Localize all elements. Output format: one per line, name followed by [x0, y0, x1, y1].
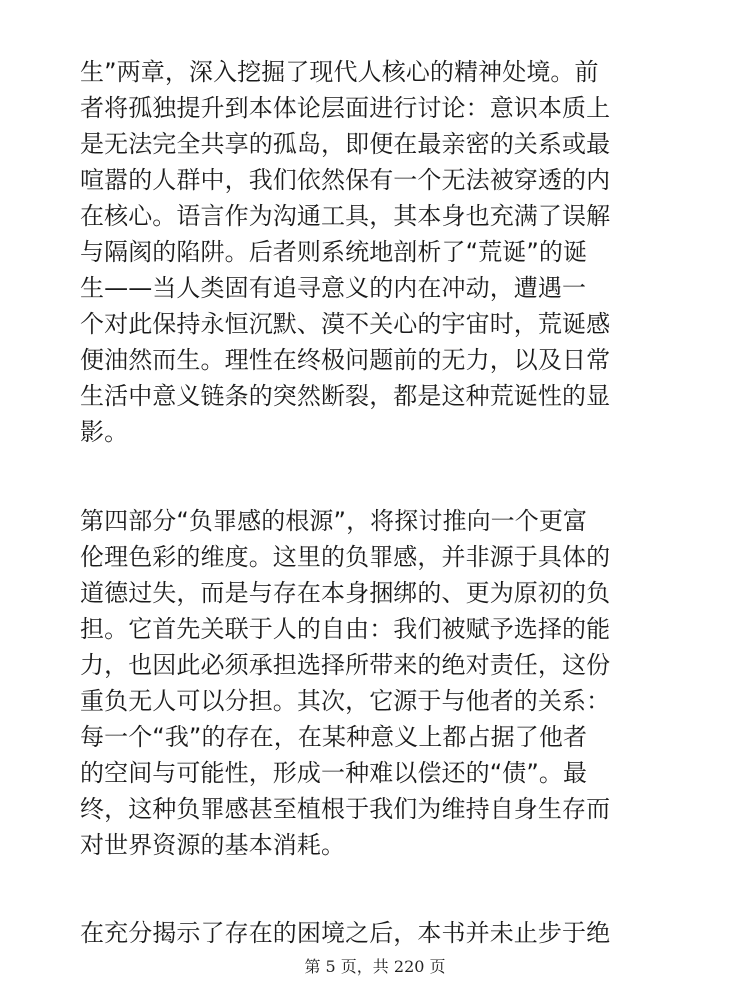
- text-line: 喧嚣的人群中，我们依然保有一个无法被穿透的内: [80, 166, 611, 194]
- text-line: 伦理色彩的维度。这里的负罪感，并非源于具体的: [80, 543, 611, 571]
- text-line: 的空间与可能性，形成一种难以偿还的“债”。最: [80, 759, 588, 787]
- text-line: 便油然而生。理性在终极问题前的无力，以及日常: [80, 346, 611, 374]
- text-line: 影。: [80, 418, 129, 446]
- text-line: 第四部分“负罪感的根源”，将探讨推向一个更富: [80, 507, 588, 535]
- text-line: 每一个“我”的存在，在某种意义上都占据了他者: [80, 723, 588, 751]
- text-line: 个对此保持永恒沉默、漠不关心的宇宙时，荒诞感: [80, 310, 611, 338]
- text-line: 力，也因此必须承担选择所带来的绝对责任，这份: [80, 651, 611, 679]
- paragraph-3: [80, 915, 680, 951]
- paragraph-2: [80, 503, 680, 863]
- text-line: 生活中意义链条的突然断裂，都是这种荒诞性的显: [80, 382, 611, 410]
- text-line: 在核心。语言作为沟通工具，其本身也充满了误解: [80, 202, 611, 230]
- text-line: 者将孤独提升到本体论层面进行讨论：意识本质上: [80, 94, 611, 122]
- text-line: 道德过失，而是与存在本身捆绑的、更为原初的负: [80, 579, 611, 607]
- text-line: 担。它首先关联于人的自由：我们被赋予选择的能: [80, 615, 611, 643]
- paragraph-1: [80, 54, 680, 450]
- text-line: 在充分揭示了存在的困境之后，本书并未止步于绝: [80, 919, 611, 947]
- text-line: 与隔阂的陷阱。后者则系统地剖析了“荒诞”的诞: [80, 238, 588, 266]
- text-line: 终，这种负罪感甚至植根于我们为维持自身生存而: [80, 795, 611, 823]
- text-line: 生——当人类固有追寻意义的内在冲动，遭遇一: [80, 274, 587, 302]
- text-line: 对世界资源的基本消耗。: [80, 831, 346, 859]
- text-line: 是无法完全共享的孤岛，即便在最亲密的关系或最: [80, 130, 611, 158]
- text-line: 生”两章，深入挖掘了现代人核心的精神处境。前: [80, 58, 599, 86]
- page-number-footer: 第 5 页，共 220 页: [304, 957, 446, 976]
- text-line: 重负无人可以分担。其次，它源于与他者的关系：: [80, 687, 611, 715]
